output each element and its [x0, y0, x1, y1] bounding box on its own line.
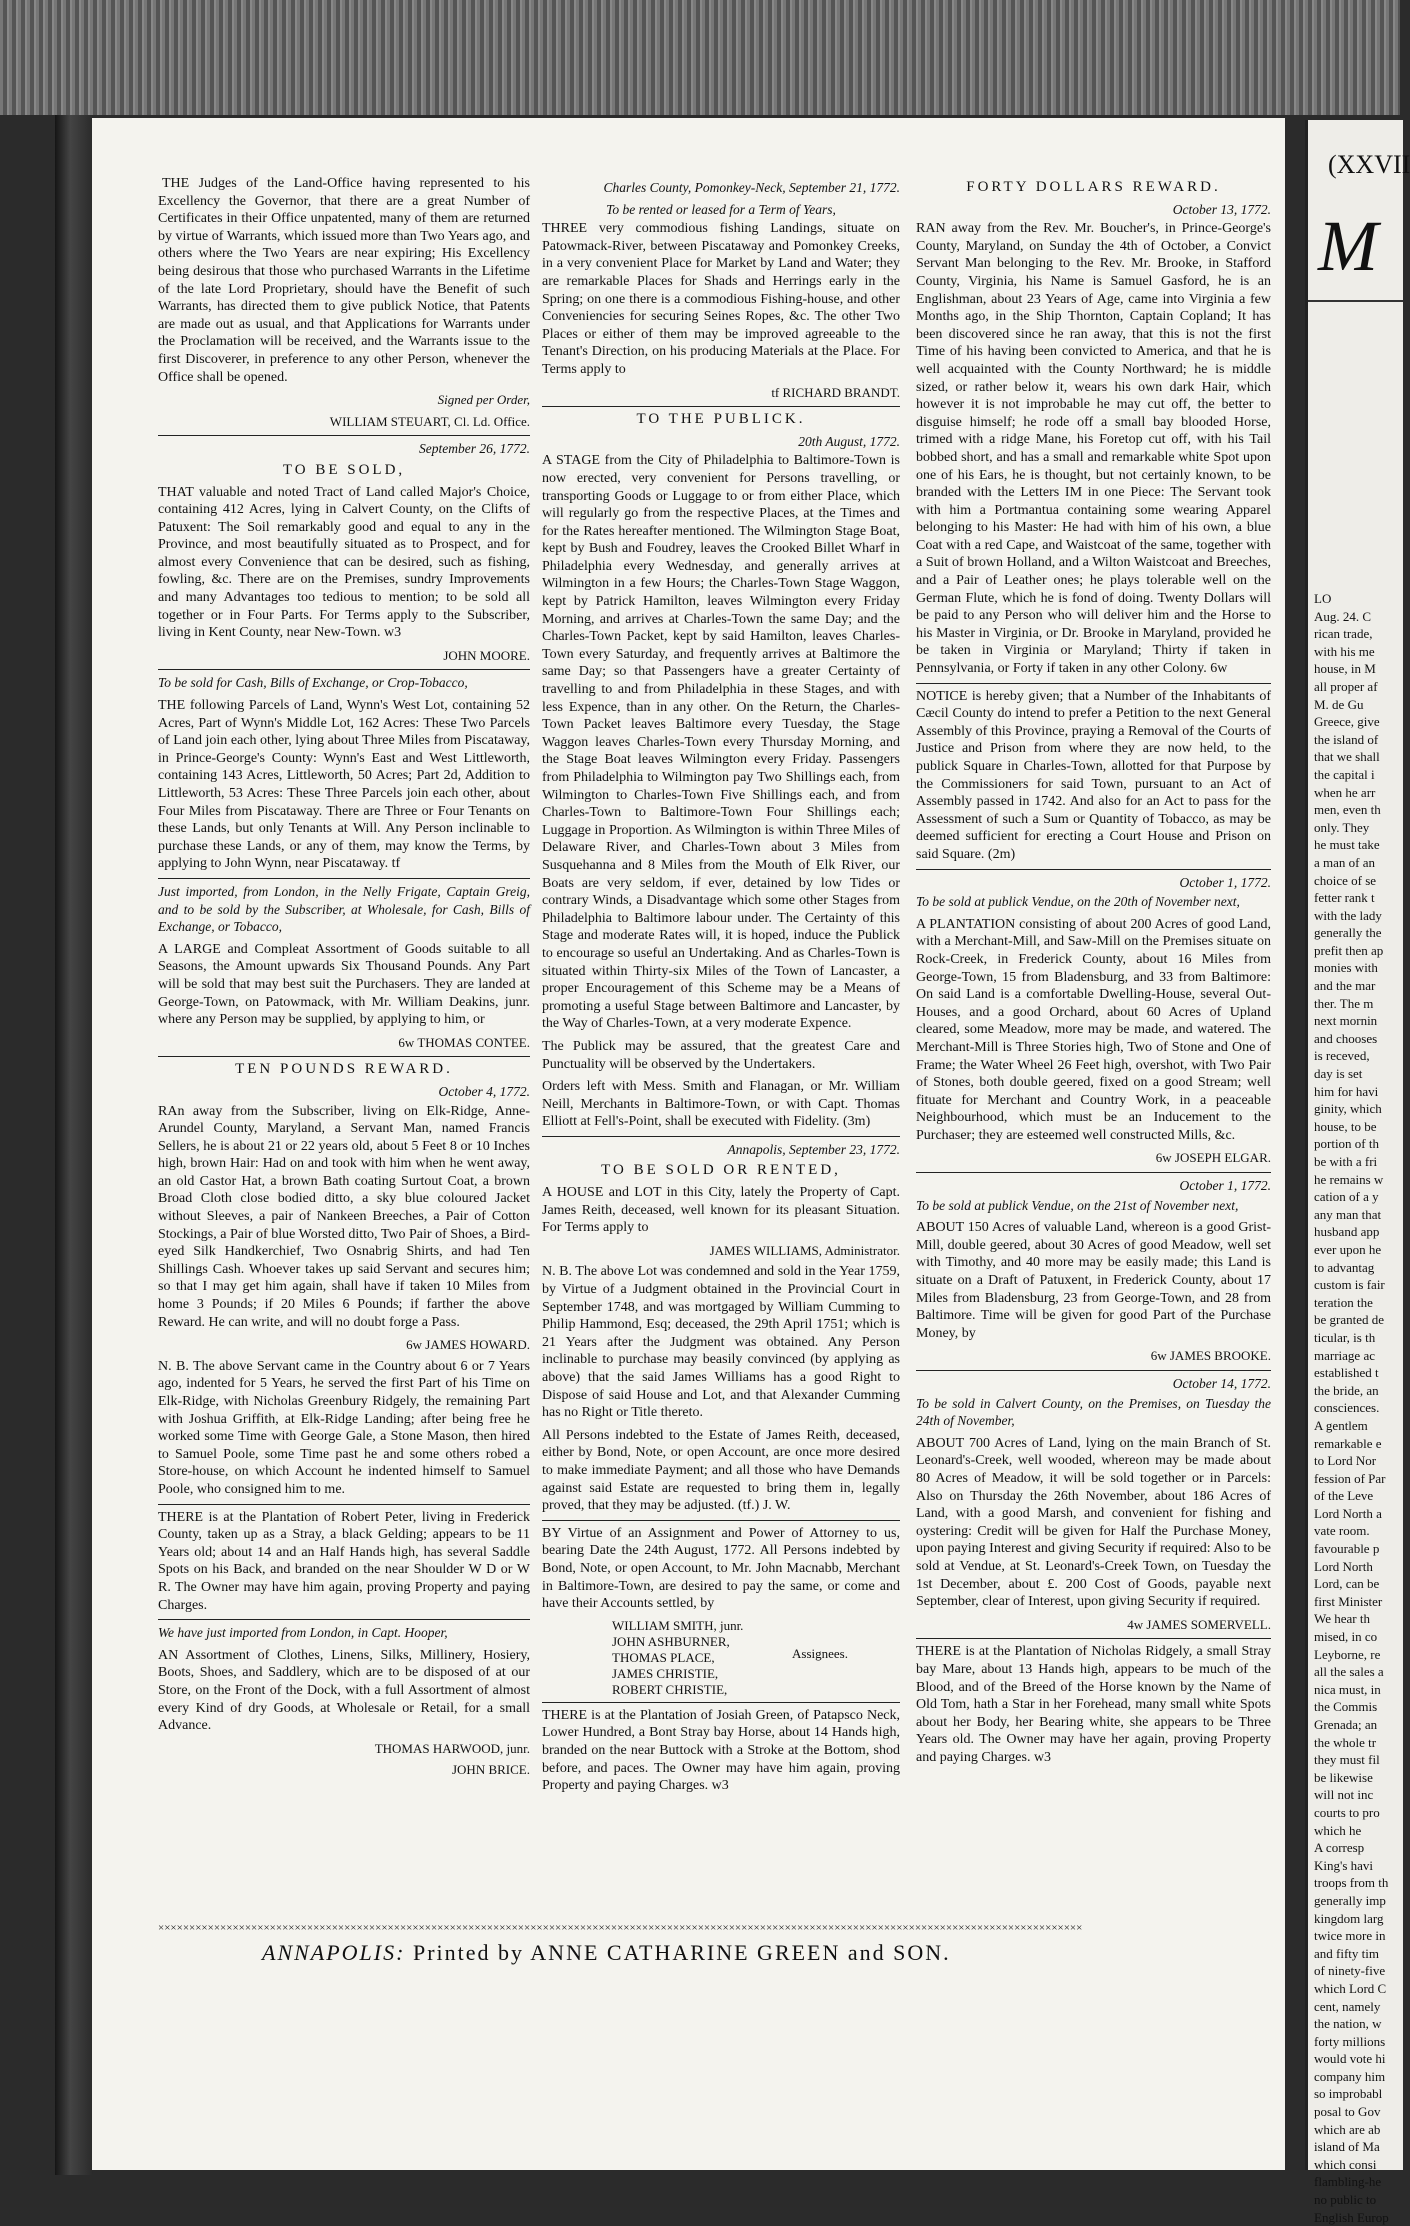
dateline: 20th August, 1772.	[798, 433, 900, 449]
adjacent-page-line: marriage ac	[1314, 1347, 1375, 1363]
adjacent-page-line: LO	[1314, 591, 1332, 606]
estate-notice: All Persons indebted to the Estate of James Reith, deceased, either by Bond, Note, or open Account, are once more desired to make immediate Payment; and all those who have Demands against said Estate are requested to bring them in, legally proved, that they may be adjusted. (tf.) J. W.	[542, 1427, 900, 1514]
adjacent-page-line: fession of Par	[1314, 1470, 1386, 1486]
adjacent-page-line: generally imp	[1314, 1892, 1386, 1908]
adjacent-page-line: English Europ	[1314, 2209, 1389, 2225]
adjacent-page-line: established t	[1314, 1365, 1379, 1381]
runaway-servant-ad: RAn away from the Subscriber, living on Elk-Ridge, Anne-Arundel County, Maryland, a Servant Man, named Francis Sellers, he is about 21 or 22 years old, about 5 Feet 8 or 10 Inches high, brown Hair: Had on and took with him when he went away, an old Castor Hat, a brown Bath coating Surtout Coat, a brown Broad Cloth close bodied ditto, a sky blue coloured Jacket without Sleeves, a pair of Nankeen Breeches, a Pair of Cotton Stockings, a Pair of blue Worsted ditto, Two Pair of Shoes, a Bird-eyed Silk Handkerchief, Two Osnabrig Shirts, and had Ten Shillings Cash. Whoever takes up said Servant and secures him; so that I may get him again, shall have if taken 10 Miles from home 3 Pounds; if 20 Miles 6 Pounds; if farther the above Reward. He can write, and will no doubt forge a Pass.	[158, 1103, 530, 1330]
signature: 6w JAMES HOWARD.	[406, 1337, 530, 1353]
land-sale-ad: THAT valuable and noted Tract of Land called Major's Choice, containing 412 Acres, lying in Calvert County, on the Clifts of Patuxent: The Soil remarkably good and equal to any in the Province, and most beautifully situated as to Prospect, and for almost every Convenience that can be desired, such as fishing, fowling, &c. There are on the Premises, sundry Improvements and many Advantages too tedious to mention; to be sold all together or in Four Parts. For Terms apply to the Subscriber, living in Kent County, near New-Town. w3	[158, 484, 530, 641]
adjacent-page-line: when he arr	[1314, 784, 1376, 800]
adjacent-page-line: monies with	[1314, 960, 1378, 976]
adjacent-page-line: portion of th	[1314, 1136, 1379, 1152]
stray-gelding-ad: THERE is at the Plantation of Robert Peter, living in Frederick County, taken up as a Stray, a black Gelding; appears to be 11 Years old; about 14 and an Half Hands high, has several Saddle Spots on his Back, and branded on the near Shoulder W D or W R. The Owner may have him again, proving Property and paying Charges.	[158, 1509, 530, 1613]
divider	[542, 1520, 900, 1521]
adjacent-page-line: choice of se	[1314, 872, 1377, 888]
imprint-printer: Printed by ANNE CATHARINE GREEN and SON.	[412, 1940, 951, 1965]
adjacent-page-line: nica must, in	[1314, 1681, 1381, 1697]
assignees-list	[612, 1617, 900, 1697]
adjacent-page-line: he remains w	[1314, 1171, 1384, 1187]
adjacent-page-line: only. They	[1314, 819, 1370, 835]
dateline: Annapolis, September 23, 1772.	[727, 1141, 900, 1157]
assignee: ROBERT CHRISTIE,	[612, 1681, 728, 1697]
ad-headline: TEN POUNDS REWARD.	[235, 1061, 453, 1078]
signature: 4w JAMES SOMERVELL.	[1127, 1616, 1271, 1632]
adjacent-page-line: We hear th	[1314, 1611, 1370, 1627]
divider	[158, 669, 530, 670]
adjacent-page-line: the bride, an	[1314, 1382, 1379, 1398]
assignees-label: Assignees.	[792, 1645, 848, 1661]
adjacent-page-line: of the Leve	[1314, 1488, 1374, 1504]
signature: Signed per Order,	[437, 392, 530, 408]
ad-headline: FORTY DOLLARS REWARD.	[966, 179, 1221, 195]
ad-headline: TO BE SOLD OR RENTED,	[601, 1162, 841, 1179]
adjacent-page-line: first Minister	[1314, 1593, 1383, 1609]
adjacent-page	[1305, 120, 1410, 2225]
adjacent-page-line: vate room.	[1314, 1523, 1370, 1539]
signature: JAMES WILLIAMS, Administrator.	[709, 1242, 900, 1258]
signature: 6w THOMAS CONTEE.	[398, 1034, 530, 1050]
adjacent-page-line: husband app	[1314, 1224, 1380, 1240]
adjacent-page-line: Aug. 24. C	[1314, 608, 1372, 624]
stray-horse-ad: THERE is at the Plantation of Josiah Green, of Patapsco Neck, Lower Hundred, a Bont Stray bay Horse, about 14 Hands high, branded on the near Buttock with a Stroke at the Bottom, shod before, and paces. The Owner may have him again, proving Property and paying Charges. w3	[542, 1707, 900, 1794]
dateline: October 13, 1772.	[1172, 201, 1271, 217]
signature: 6w JOSEPH ELGAR.	[1155, 1150, 1271, 1166]
divider	[542, 1702, 900, 1703]
stage-coach-ad-orders: Orders left with Mess. Smith and Flanagan, or Mr. William Neill, Merchants in Baltimore-Town, or with Capt. Thomas Elliott at Fell's-Point, shall be executed with Fidelity. (3m)	[542, 1079, 900, 1130]
adjacent-page-line: flambling-he	[1314, 2174, 1382, 2190]
adjacent-page-line: fetter rank t	[1314, 890, 1375, 906]
calvert-land-ad: ABOUT 700 Acres of Land, lying on the main Branch of St. Leonard's-Creek, well wooded, whereon may be made about 80 Acres of Meadow, it will be sold together or in Parcels: Also on Thursday the 26th November, about 186 Acres of Land, with a good Marsh, and convenient for fishing and oystering: Credit will be given for Half the Purchase Money, upon paying Interest and giving Security if required: Also to be sold at Vendue, at St. Leonard's-Creek Town, on Tuesday the 1st December, about £. 200 Cost of Goods, payable next September, clear of Interest, upon giving Security if required.	[916, 1435, 1271, 1610]
ad-headline: TO BE SOLD,	[282, 461, 406, 478]
land-office-notice: THE Judges of the Land-Office having represented to his Excellency the Governor, that there are a great Number of Certificates in their Office unpatented, many of them are returned by virtue of Warrants, which issued more than Two Years ago, and others where the Two Years are near expiring; His Excellency being desirous that those who purchased Warrants in the Lifetime of the late Lord Proprietary, should have the Benefit of such Warrants, has directed them to give publick Notice, that Patents are made out as usual, and that Applications for Warrants under the Proclamation will be received, and the Warrants issue to the first Discoverer, in preference to any other Person, whenever the Office shall be opened.	[158, 176, 530, 385]
adjacent-page-line: M. de Gu	[1314, 696, 1364, 712]
runaway-convict-ad: RAN away from the Rev. Mr. Boucher's, in Prince-George's County, Maryland, on Sunday the 4th of October, a Convict Servant Man belonging to the Rev. Mr. Brooke, in Stafford County, Virginia, his Name is Samuel Gasford, he is an Englishman, about 23 Years of Age, came into Virginia a few Months ago, in the Ship Thornton, Captain Copland; It has been discovered since he ran away, that this is not the first Time of his having been convicted to America, and that he is well acquainted with the County Northward; he is middle sized, or rather below it, wears his own dark Hair, which however it is not improbable he may cut off, the better to disguise himself; he rode off a small bay blooded Horse, trimed with a ridge Mane, his Foretop cut off, with his Tail bobbed short, and has a small and remarkable white Spot upon one of his Ears, he is thought, but not certainly known, to be branded with the Letters IM in one Piece: The Servant took with him a Portmantua containing some wearing Apparel belonging to his Master: He had with him of his own, a blue Coat with a red Cape, and Waistcoat of the same, together with a Suit of brown Holland, and a Wilton Waistcoat and Breeches, and a Pair of Leather ones; he plays tolerable well on the German Flute, which he is fond of doing. Twenty Dollars will be paid to any Person who will deliver him and the Horse to his Master in Virginia, or Dr. Brooke in Maryland, provided he be taken in Virginia or Maryland; Thirty if taken in Pennsylvania, or Forty if taken in any other Colony. 6w	[916, 221, 1271, 677]
divider	[542, 1136, 900, 1137]
grist-mill-land-ad: ABOUT 150 Acres of valuable Land, whereon is a good Grist-Mill, double geered, about 30 Acres of good Meadow, well set with Timothy, and 40 more may be easily made; this Land is situate on a Draft of Patuxent, in Frederick County, about 17 Miles from Bladensburg, 23 from George-Town, and 28 from Baltimore. Time will be given for good Part of the Purchase Money, by	[916, 1220, 1271, 1341]
adjacent-page-line: the nation, w	[1314, 2016, 1382, 2032]
scan-top-border	[0, 0, 1400, 115]
adjacent-page-line: and chooses	[1314, 1030, 1378, 1046]
divider	[158, 1504, 530, 1505]
adjacent-page-line: day is set	[1314, 1066, 1363, 1082]
divider	[158, 878, 530, 879]
adjacent-page-line: will not inc	[1314, 1787, 1374, 1803]
adjacent-page-masthead-letter: M	[1318, 206, 1378, 286]
adjacent-page-line: generally the	[1314, 925, 1382, 941]
adjacent-page-line: Lord, can be	[1314, 1576, 1380, 1592]
adjacent-page-text	[1314, 590, 1403, 2226]
adjacent-page-line: to Lord Nor	[1314, 1453, 1377, 1469]
divider	[158, 1056, 530, 1057]
signature: JOHN BRICE.	[451, 1762, 530, 1778]
assignment-notice: BY Virtue of an Assignment and Power of Attorney to us, bearing Date the 24th August, 1772. All Persons indebted by Bond, Note, or open Account, to Mr. John Macnabb, Merchant in Baltimore-Town, are desired to pay the same, or come and have their Accounts settled, by	[542, 1525, 900, 1612]
adjacent-page-number: (XXVII	[1328, 150, 1410, 179]
adjacent-page-line: Grenada; an	[1314, 1717, 1378, 1732]
divider	[916, 1370, 1271, 1371]
divider	[916, 683, 1271, 684]
divider	[916, 1638, 1271, 1639]
adjacent-page-line: Lord North	[1314, 1558, 1373, 1574]
adjacent-page-line: courts to pro	[1314, 1804, 1380, 1820]
petition-notice: NOTICE is hereby given; that a Number of the Inhabitants of Cæcil County do intend to prefer a Petition to the next General Assembly of this Province, praying a Removal of the Courts of Justice and Prison from where they are now held, to the publick Square in Charles-Town, allotted for that Purpose by the Commissioners for said Town, pursuant to an Act of Assembly passed in 1742. And also for an Act to pass for the Assessment of such a Sum or Quantity of Tobacco, as may be deemed sufficient for erecting a Court House and Prison on said Square. (2m)	[916, 688, 1271, 862]
signature: 6w JAMES BROOKE.	[1150, 1348, 1271, 1364]
adjacent-page-line: men, even th	[1314, 802, 1381, 818]
stage-coach-ad-assurance: The Publick may be assured, that the greatest Care and Punctuality will be observed by the Undertakers.	[542, 1038, 900, 1072]
runaway-note: N. B. The above Servant came in the Country about 6 or 7 Years ago, indented for 5 Years, he served the first Part of his Time on Elk-Ridge, with Nicholas Greenbury Ridgely, the remaining Part with Joshua Griffith, at Elk-Ridge Landing; after being free he worked some Time with George Gale, a Stone Mason, then hired to Samuel Poole, some Time past he and some others robed a Store-house, on which Account he indented himself to Samuel Poole, who consigned him to me.	[158, 1358, 530, 1497]
ad-headline: TO THE PUBLICK.	[636, 411, 806, 428]
adjacent-page-line: remarkable e	[1314, 1435, 1382, 1451]
adjacent-page-line: be granted de	[1314, 1312, 1385, 1328]
signature: JOHN MOORE.	[443, 647, 530, 663]
adjacent-page-line: house, in M	[1314, 661, 1376, 677]
adjacent-page-line: be with a fri	[1314, 1154, 1378, 1169]
adjacent-page-line: prefit then ap	[1314, 942, 1384, 958]
fishing-landings-ad: THREE very commodious fishing Landings, situate on Patowmack-River, between Piscataway and Pomonkey Creeks, in a very convenient Place for Market by Land and Water; they are remarkable Places for Shads and Herrings early in the Spring; on one there is a commodious Fishing-house, and other Conveniencies for securing Seines Ropes, &c. The other Two Places or either of them may be improved agreeable to the Tenant's Direction, on his producing Materials at the Place. For Terms apply to	[542, 221, 900, 377]
adjacent-page-line: so improbabl	[1314, 2086, 1383, 2102]
assignee: JAMES CHRISTIE,	[612, 1665, 719, 1681]
dateline: October 4, 1772.	[438, 1083, 530, 1099]
ad-headline: To be sold at publick Vendue, on the 20th of November next,	[916, 894, 1240, 910]
dateline: October 1, 1772.	[1179, 1178, 1271, 1194]
assignee: JOHN ASHBURNER,	[612, 1633, 730, 1649]
stray-mare-ad: THERE is at the Plantation of Nicholas Ridgely, a small Stray bay Mare, about 13 Hands high, appears to be much of the Blood, and of the Breed of the Horse known by the Name of Old Tom, hath a Star in her Forehead, many small white Spots about her Body, her Bearing white, she appears to be Three Years old. The Owner may have her again, proving Property and paying Charges. w3	[916, 1644, 1271, 1765]
column-2	[542, 175, 900, 1800]
book-binding	[55, 115, 93, 2175]
adjacent-page-line: of ninety-five	[1314, 1963, 1386, 1979]
divider	[542, 406, 900, 407]
adjacent-page-line: which are ab	[1314, 2121, 1381, 2137]
dateline: Charles County, Pomonkey-Neck, September 21, 1772.	[603, 180, 900, 195]
adjacent-page-line: the whole tr	[1314, 1734, 1377, 1750]
adjacent-page-line: with the lady	[1314, 907, 1382, 923]
adjacent-page-line: A corresp	[1314, 1840, 1365, 1856]
adjacent-page-line: company him	[1314, 2068, 1386, 2084]
adjacent-page-line: and the mar	[1314, 978, 1376, 994]
house-lot-ad: A HOUSE and LOT in this City, lately the Property of Capt. James Reith, deceased, well known for its pleasant Situation. For Terms apply to	[542, 1185, 900, 1236]
ad-headline: To be sold at publick Vendue, on the 21st of November next,	[916, 1197, 1239, 1213]
column-1	[158, 175, 530, 1783]
adjacent-page-line: would vote hi	[1314, 2051, 1386, 2067]
adjacent-page-line: to advantag	[1314, 1259, 1375, 1275]
assignee: WILLIAM SMITH, junr.	[612, 1617, 744, 1633]
adjacent-page-line: he must take	[1314, 837, 1380, 853]
adjacent-page-line: Lord North a	[1314, 1505, 1382, 1521]
dateline: October 1, 1772.	[1179, 874, 1271, 890]
signature: THOMAS HARWOOD, junr.	[374, 1740, 530, 1756]
signature: tf RICHARD BRANDT.	[771, 384, 900, 400]
adjacent-page-rule	[1308, 300, 1403, 302]
dateline: October 14, 1772.	[1172, 1376, 1271, 1391]
adjacent-page-line: Greece, give	[1314, 714, 1380, 730]
adjacent-page-line: a man of an	[1314, 854, 1376, 870]
adjacent-page-line: the Commis	[1314, 1699, 1378, 1715]
adjacent-page-line: troops from th	[1314, 1875, 1389, 1891]
adjacent-page-line: forty millions	[1314, 2033, 1386, 2049]
adjacent-page-line: consciences.	[1314, 1400, 1380, 1416]
footer-ornament-rule: ×××××××××××××××××××××××××××××××××××××××××××××××××××××××××××××××××××××××××××××××××××××××××××××××××××××××××××××××××××××××××××××××××××××××××××××××××××××	[158, 1922, 1083, 1934]
adjacent-page-line: they must fil	[1314, 1752, 1380, 1768]
adjacent-page-line: be likewise	[1314, 1769, 1373, 1785]
adjacent-page-line: which Lord C	[1314, 1980, 1387, 1996]
adjacent-page-line: custom is fair	[1314, 1277, 1385, 1293]
adjacent-page-line: A gentlem	[1314, 1417, 1368, 1433]
clothes-store-ad: AN Assortment of Clothes, Linens, Silks, Millinery, Hosiery, Boots, Shoes, and Saddlery, which are to be disposed of at our Store, on the Front of the Dock, with a full Assortment of almost every Kind of dry Goods, at Wholesale or Retail, for a small Advance.	[158, 1647, 530, 1734]
house-lot-note: N. B. The above Lot was condemned and sold in the Year 1759, by Virtue of a Judgment obtained in the Provincial Court in September 1748, and was mortgaged by William Cumming to Philip Hammond, Esq; deceased, the 29th April 1751; which is 21 Years after the Judgment was obtained. Any Person inclinable to purchase may beasily convinced (by applying as above) that the said James Williams has a good Right to Dispose of said House and Lot, and that Alexander Cumming has no Right or Title thereto.	[542, 1264, 900, 1421]
adjacent-page-line: and fifty tim	[1314, 1945, 1379, 1961]
adjacent-page-line: King's havi	[1314, 1857, 1374, 1873]
adjacent-page-line: teration the	[1314, 1294, 1373, 1310]
adjacent-page-line: ever upon he	[1314, 1241, 1382, 1257]
divider	[158, 1619, 530, 1620]
adjacent-page-line: cation of a y	[1314, 1189, 1379, 1205]
adjacent-page-line: which he	[1314, 1822, 1362, 1838]
adjacent-page-line: the island of	[1314, 731, 1379, 747]
adjacent-page-line: all the sales a	[1314, 1664, 1384, 1680]
divider	[916, 1172, 1271, 1173]
adjacent-page-line: rican trade,	[1314, 626, 1373, 642]
adjacent-page-line: favourable p	[1314, 1541, 1380, 1557]
signature: WILLIAM STEUART, Cl. Ld. Office.	[329, 413, 530, 429]
column-3	[916, 175, 1271, 1771]
ad-headline: To be sold for Cash, Bills of Exchange, or Crop-Tobacco,	[158, 675, 468, 691]
adjacent-page-line: with his me	[1314, 643, 1375, 659]
stage-coach-ad: A STAGE from the City of Philadelphia to Baltimore-Town is now erected, very convenient for Persons travelling, or transporting Goods or Luggage to or from either Place, which will regularly go from the respective Places, at the Times and for the Rates hereafter mentioned. The Wilmington Stage Boat, kept by Bush and Foudrey, leaves the Crooked Billet Wharf in Philadelphia every Wednesday, and generally arrives at Wilmington in a few Hours; the Charles-Town Stage Waggon, kept by Patrick Hamilton, leaves Wilmington every Friday Morning, and arrives at Charles-Town the same Day; and the Charles-Town Packet, kept by said Hamilton, leaves Charles-Town every Saturday, and frequently arrives at Baltimore the same Day; so that Passengers have a greater Certainty of travelling to and from Philadelphia in these Stages, and with less Expence, than in any other. On the Return, the Charles-Town Packet leaves Baltimore every Tuesday, the Stage Waggon leaves Charles-Town every Thursday Morning, and the Stage Boat leaves Wilmington every Friday. Passengers from Philadelphia to Wilmington pay Two Shillings each, from Wilmington to Charles-Town Five Shillings each, and from Charles-Town to Baltimore-Town Four Shillings each; Luggage in Proportion. As Wilmington is within Three Miles of Delaware River, and Charles-Town about 3 Miles from Susquehanna and 8 Miles from the Mouth of Elk River, our Boats are very seldom, if ever, detained by low Tides or contrary Winds, a Disadvantage which some other Stages from Philadelphia to Baltimore labour under. The Certainty of this Stage and moderate Rates will, it is hoped, induce the Publick to encourage so useful an Undertaking. And as Charles-Town is situated within Thirty-six Miles of the Town of Lancaster, a proper Encouragement of this Scheme may be a Means of promoting a useful Stage between Baltimore and Lancaster, by the Way of Charles-Town, at a very moderate Expence.	[542, 453, 900, 1032]
adjacent-page-line: next mornin	[1314, 1013, 1378, 1029]
adjacent-page-line: any man that	[1314, 1206, 1382, 1222]
adjacent-page-line: Leyborne, re	[1314, 1646, 1381, 1662]
adjacent-page-line: island of Ma	[1314, 2139, 1380, 2155]
ad-headline: We have just imported from London, in Capt. Hooper,	[158, 1625, 448, 1641]
divider	[158, 435, 530, 436]
goods-assortment-ad: A LARGE and Compleat Assortment of Goods suitable to all Seasons, the Amount upwards Six Thousand Pounds. Any Part will be sold that may best suit the Purchasers. They are landed at George-Town, on Patowmack, with Mr. William Deakins, junr. where any Person may be supplied, by applying to him, or	[158, 941, 530, 1028]
adjacent-page-line: ther. The m	[1314, 995, 1374, 1011]
adjacent-page-line: kingdom larg	[1314, 1910, 1384, 1926]
adjacent-page-line: that we shall	[1314, 749, 1380, 765]
ad-headline: To be rented or leased for a Term of Years,	[606, 201, 836, 217]
adjacent-page-line: which consi	[1314, 2156, 1377, 2172]
adjacent-page-line: house, to be	[1314, 1118, 1377, 1134]
adjacent-page-line: cent, namely	[1314, 1998, 1381, 2014]
dateline: September 26, 1772.	[419, 441, 530, 457]
ad-headline: Just imported, from London, in the Nelly Frigate, Captain Greig, and to be sold by the Subscriber, at Wholesale, for Cash, Bills of Exchange, or Tobacco,	[158, 883, 530, 935]
imprint-place: ANNAPOLIS:	[262, 1940, 406, 1965]
adjacent-page-line: all proper af	[1314, 678, 1378, 694]
adjacent-page-line: ticular, is th	[1314, 1329, 1376, 1345]
divider	[916, 869, 1271, 870]
printer-imprint	[262, 1940, 1162, 1966]
adjacent-page-line: the capital i	[1314, 766, 1375, 782]
land-parcels-ad: THE following Parcels of Land, Wynn's West Lot, containing 52 Acres, Part of Wynn's Middle Lot, 162 Acres: These Two Parcels of Land join each other, lying about Three Miles from Piscataway, in Prince-George's County: Wynn's East and West Littleworth, containing 143 Acres, Littleworth, 50 Acres; Part 2d, Addition to Littleworth, 53 Acres: These Three Parcels join each other, about Four Miles from Piscataway. There are Three or Four Tenants on these Lands, but only Tenants at Will. Any Person inclinable to purchase these Lands, or any of them, may know the Terms, by applying to John Wynn, near Piscataway. tf	[158, 698, 530, 872]
adjacent-page-line: posal to Gov	[1314, 2104, 1381, 2120]
ad-headline: To be sold in Calvert County, on the Premises, on Tuesday the 24th of November,	[916, 1395, 1271, 1429]
plantation-mill-ad: A PLANTATION consisting of about 200 Acres of good Land, with a Merchant-Mill, and Saw-Mill on the Premises situate on Rock-Creek, in Frederick County, about 16 Miles from George-Town, 15 from Bladensburg, and 33 from Baltimore: On said Land is a comfortable Dwelling-House, several Out-Houses, and a good Orchard, about 60 Acres of Upland cleared, some Meadow, more may be made, and watered. The Merchant-Mill is Three Stories high, Two of Stone and One of Frame; the Water Wheel 26 Feet high, overshot, with Two Pair of Stones, both double geered, fixed on a good Stream; well fituate for Merchant and Country Work, in a peaceable Neighbourhood, which must be an Inducement to the Purchaser; they are esteemed well constructed Mills, &c.	[916, 916, 1271, 1143]
adjacent-page-line: twice more in	[1314, 1928, 1386, 1944]
adjacent-page-line: him for havi	[1314, 1083, 1379, 1099]
adjacent-page-line: is receved,	[1314, 1048, 1370, 1064]
adjacent-page-line: ginity, which	[1314, 1101, 1382, 1117]
adjacent-page-line: no public to	[1314, 2192, 1377, 2208]
assignee: THOMAS PLACE,	[612, 1649, 715, 1665]
adjacent-page-line: mised, in co	[1314, 1629, 1378, 1645]
